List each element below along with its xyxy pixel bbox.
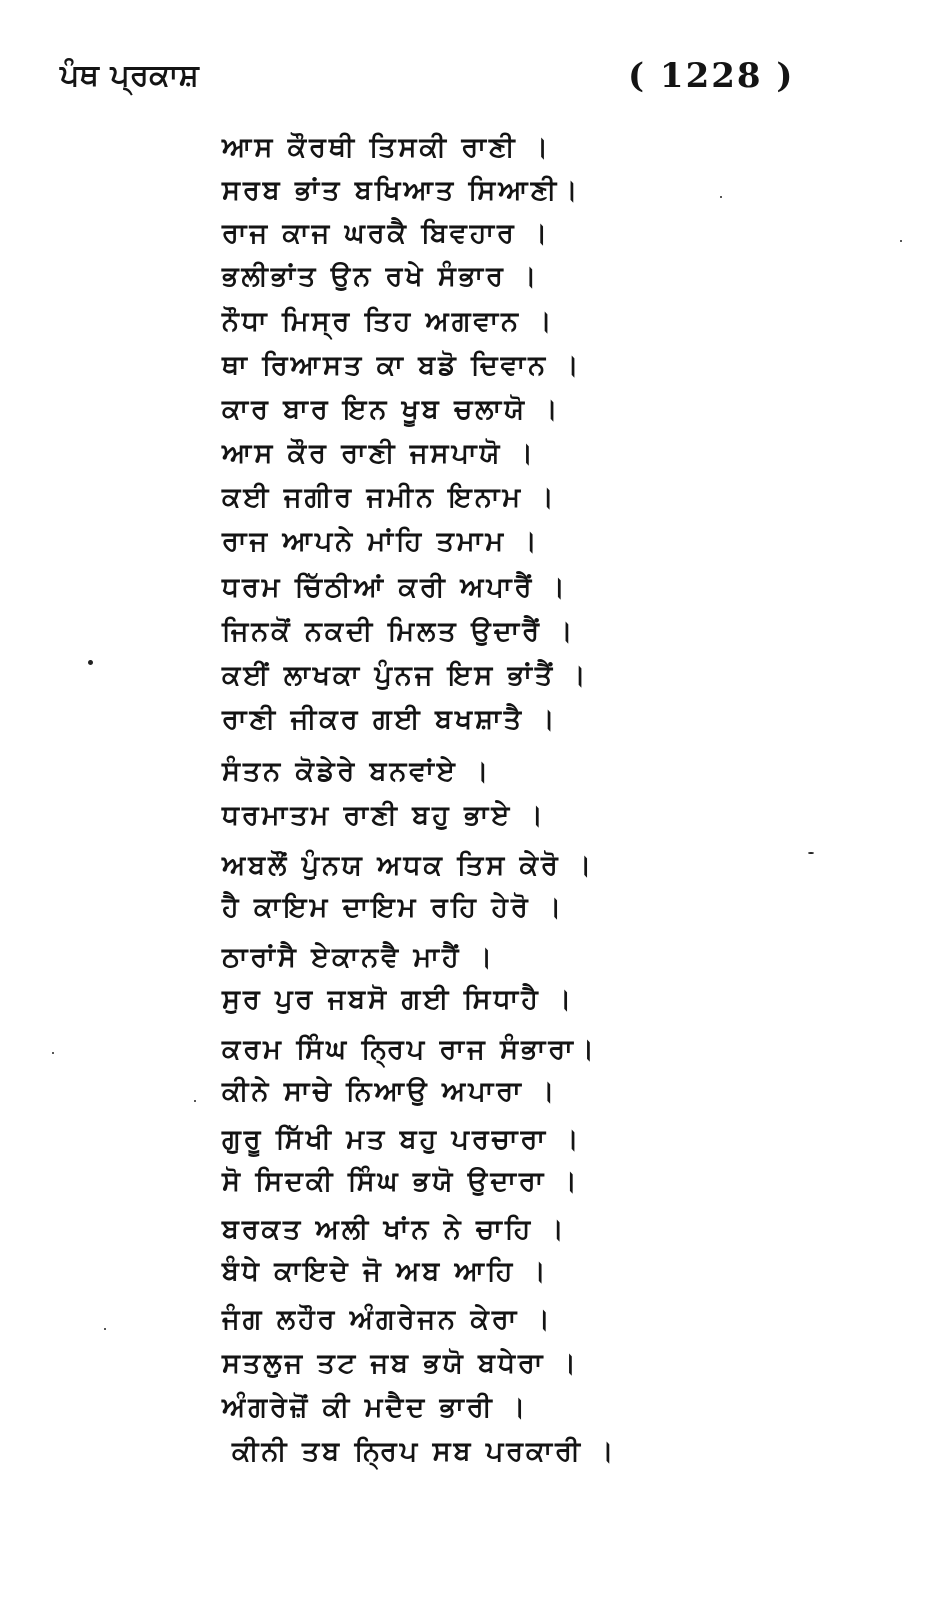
- verse-line: ਭਲੀਭਾਂਤ ਉਨ ਰਖੇ ਸੰਭਾਰ ।: [222, 261, 540, 292]
- verse-line: ਸਰਬ ਭਾਂਤ ਬਖਿਆਤ ਸਿਆਣੀ।: [222, 175, 581, 206]
- verse-line: ਆਸ ਕੌਰ ਰਾਣੀ ਜਸਪਾਯੋ ।: [222, 438, 537, 469]
- verse-line: ਧਰਮਾਤਮ ਰਾਣੀ ਬਹੁ ਭਾਏ ।: [222, 800, 546, 831]
- book-title: ਪੰਥ ਪ੍ਰਕਾਸ਼: [60, 58, 200, 93]
- verse-line: ਠਾਰਾਂਸੈ ਏਕਾਨਵੈ ਮਾਹੈਂ ।: [222, 942, 496, 973]
- verse-line: ਅੰਗਰੇਜ਼ੋਂ ਕੀ ਮਦੈਦ ਭਾਰੀ ।: [222, 1392, 529, 1423]
- verse-line: ਕਰਮ ਸਿੰਘ ਨ੍ਰਿਪ ਰਾਜ ਸੰਭਾਰਾ।: [222, 1034, 598, 1065]
- verse-line: ਸਤਲੁਜ ਤਟ ਜਬ ਭਯੋ ਬਧੇਰਾ ।: [222, 1348, 580, 1379]
- scan-speck: [104, 1328, 106, 1330]
- verse-line: ਕਈਂ ਲਾਖਕਾ ਪੁੰਨਜ ਇਸ ਭਾਂਤੈਂ ।: [222, 660, 589, 691]
- verse-line: ਬੰਧੇ ਕਾਇਦੇ ਜੋ ਅਬ ਆਹਿ ।: [222, 1256, 549, 1287]
- verse-line: ਸੋ ਸਿਦਕੀ ਸਿੰਘ ਭਯੋ ਉਦਾਰਾ ।: [222, 1166, 580, 1197]
- verse-line: ਅਬਲੌਂ ਪੁੰਨਯ ਅਧਕ ਤਿਸ ਕੇਰੋ ।: [222, 850, 595, 881]
- verse-line: ਥਾ ਰਿਆਸਤ ਕਾ ਬਡੋ ਦਿਵਾਨ ।: [222, 350, 582, 381]
- scan-speck: [194, 1100, 196, 1102]
- scan-speck: [720, 196, 722, 198]
- scan-speck: [88, 660, 93, 665]
- verse-line: ਆਸ ਕੌਰਥੀ ਤਿਸਕੀ ਰਾਣੀ ।: [222, 132, 552, 163]
- verse-line: ਧਰਮ ਚਿੱਠੀਆਂ ਕਰੀ ਅਪਾਰੈਂ ।: [222, 572, 568, 603]
- scan-speck: [808, 852, 814, 854]
- verse-line: ਨੌਧਾ ਮਿਸ੍ਰ ਤਿਹ ਅਗਵਾਨ ।: [222, 306, 555, 337]
- verse-line: ਜਿਨਕੋਂ ਨਕਦੀ ਮਿਲਤ ਉਦਾਰੈਂ ।: [222, 616, 576, 647]
- verse-line: ਗੁਰੂ ਸਿੱਖੀ ਮਤ ਬਹੁ ਪਰਚਾਰਾ ।: [222, 1124, 582, 1155]
- verse-line: ਰਾਣੀ ਜੀਕਰ ਗਈ ਬਖਸ਼ਾਤੈ ।: [222, 704, 558, 735]
- scan-speck: [52, 1052, 54, 1054]
- verse-line: ਜੰਗ ਲਹੌਰ ਅੰਗਰੇਜਨ ਕੇਰਾ ।: [222, 1304, 553, 1335]
- verse-line: ਸੁਰ ਪੁਰ ਜਬਸੋ ਗਈ ਸਿਧਾਹੈ ।: [222, 984, 575, 1015]
- verse-line: ਹੈ ਕਾਇਮ ਦਾਇਮ ਰਹਿ ਹੇਰੋ ।: [222, 892, 565, 923]
- verse-line: ਕਈ ਜਗੀਰ ਜਮੀਨ ਇਨਾਮ ।: [222, 482, 557, 513]
- verse-line: ਸੰਤਨ ਕੋਡੇਰੇ ਬਨਵਾਂਏ ।: [222, 756, 492, 787]
- verse-line: ਕਾਰ ਬਾਰ ਇਨ ਖੂਬ ਚਲਾਯੋ ।: [222, 394, 561, 425]
- verse-line: ਕੀਨੀ ਤਬ ਨ੍ਰਿਪ ਸਬ ਪਰਕਾਰੀ ।: [232, 1436, 617, 1467]
- verse-line: ਰਾਜ ਕਾਜ ਘਰਕੈ ਬਿਵਹਾਰ ।: [222, 218, 551, 249]
- verse-line: ਰਾਜ ਆਪਨੇ ਮਾਂਹਿ ਤਮਾਮ ।: [222, 526, 540, 557]
- verse-line: ਕੀਨੇ ਸਾਚੇ ਨਿਆਉ ਅਪਾਰਾ ।: [222, 1076, 558, 1107]
- verse-line: ਬਰਕਤ ਅਲੀ ਖਾਂਨ ਨੇ ਚਾਹਿ ।: [222, 1214, 567, 1245]
- page-number: ( 1228 ): [628, 56, 795, 96]
- scan-speck: [900, 240, 902, 242]
